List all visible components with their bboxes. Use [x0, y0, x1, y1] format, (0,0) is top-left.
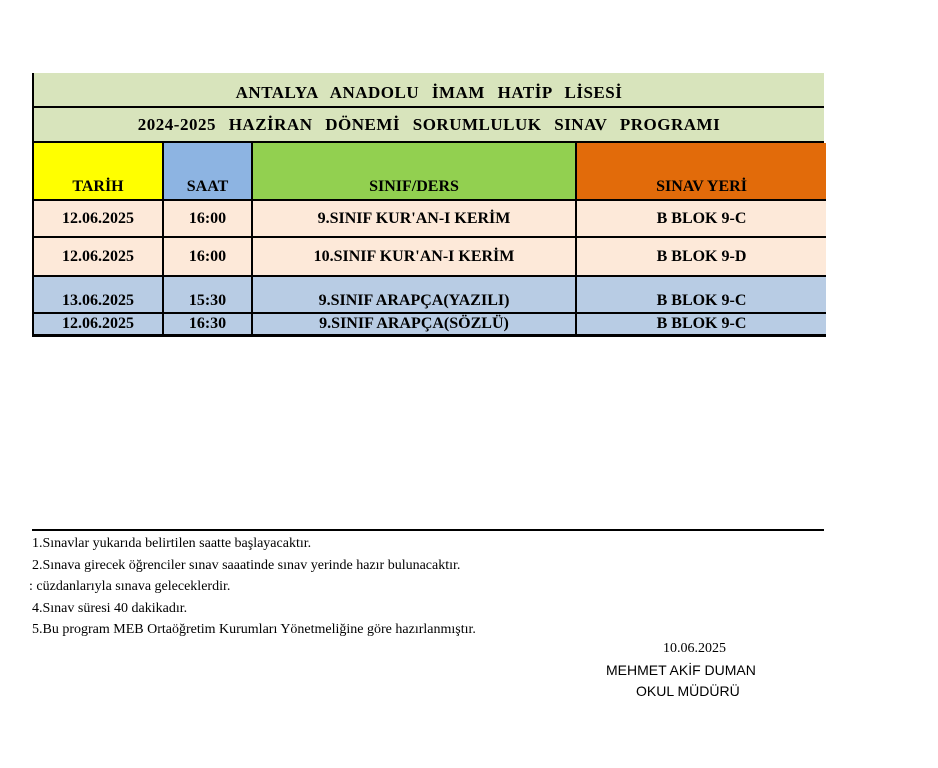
cell-class: 10.SINIF KUR'AN-I KERİM [253, 238, 577, 275]
cell-date: 13.06.2025 [34, 277, 164, 312]
cell-place: B BLOK 9-C [656, 292, 747, 309]
cell-class: 9.SINIF KUR'AN-I KERİM [253, 201, 577, 236]
signatory-name: MEHMET AKİF DUMAN [606, 662, 756, 678]
signatory-title: OKUL MÜDÜRÜ [636, 683, 740, 699]
school-title: ANTALYA ANADOLU İMAM HATİP LİSESİ [32, 73, 824, 108]
header-date: TARİH [34, 143, 164, 199]
notes-divider [32, 529, 824, 531]
note-item: : cüzdanlarıyla sınava geleceklerdir. [29, 579, 231, 594]
table-header-row [32, 143, 826, 201]
cell-time: 15:30 [164, 277, 253, 312]
note-item: 5.Bu program MEB Ortaöğretim Kurumları Yönetmeliğine göre hazırlanmıştır. [32, 622, 476, 637]
header-place: SINAV YERİ [577, 143, 826, 199]
cell-time: 16:30 [164, 314, 253, 334]
cell-class: 9.SINIF ARAPÇA(YAZILI) [253, 277, 577, 312]
header-class: SINIF/DERS [253, 143, 577, 199]
cell-time: 16:00 [164, 201, 253, 236]
schedule-table-body [32, 201, 826, 337]
cell-time: 16:00 [164, 238, 253, 275]
note-item: 1.Sınavlar yukarıda belirtilen saatte başlayacaktır. [32, 536, 312, 551]
table-row [32, 201, 826, 238]
note-item: 2.Sınava girecek öğrenciler sınav saaatinde sınav yerinde hazır bulunacaktır. [32, 557, 461, 573]
notes-list [29, 533, 476, 641]
cell-place: B BLOK 9-C [656, 209, 747, 227]
signature-date: 10.06.2025 [663, 641, 726, 656]
cell-place: B BLOK 9-D [656, 247, 747, 265]
cell-class: 9.SINIF ARAPÇA(SÖZLÜ) [253, 314, 577, 334]
table-row [32, 277, 826, 314]
cell-place: B BLOK 9-C [656, 315, 747, 332]
note-item: 4.Sınav süresi 40 dakikadır. [32, 600, 188, 616]
cell-date: 12.06.2025 [34, 201, 164, 236]
table-row [32, 238, 826, 277]
table-row [32, 314, 826, 337]
cell-date: 12.06.2025 [34, 314, 164, 334]
header-time: SAAT [164, 143, 253, 199]
schedule-title: 2024-2025 HAZİRAN DÖNEMİ SORUMLULUK SINAV PROGRAMI [32, 108, 824, 143]
cell-date: 12.06.2025 [34, 238, 164, 275]
